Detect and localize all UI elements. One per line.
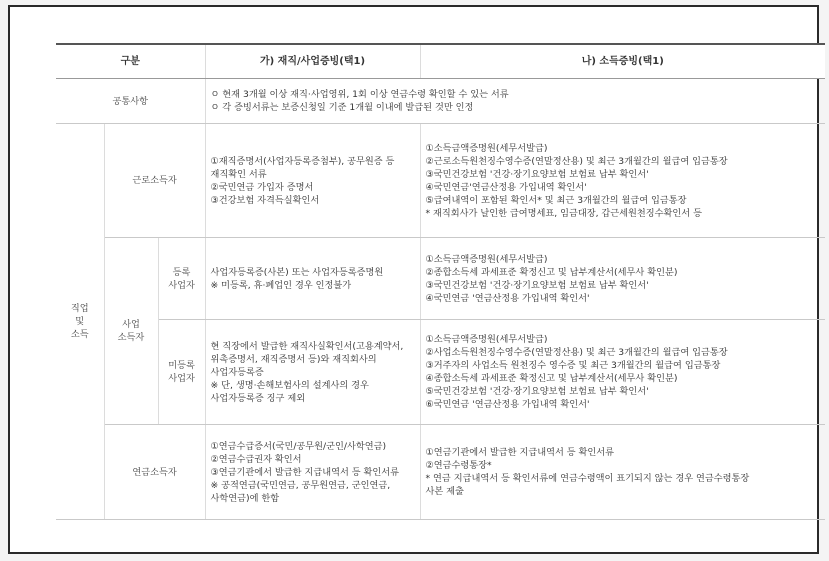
header-category: 구분 <box>56 44 205 79</box>
group-label-line: 및 <box>75 316 85 327</box>
unregistered-a-line: 위촉증명서, 재직증명서 등)와 재직회사의 <box>210 353 377 365</box>
pension-row <box>56 425 825 520</box>
worker-label: 근로소득자 <box>104 124 205 238</box>
registered-business-row <box>56 238 825 320</box>
pension-income-proof <box>420 425 825 520</box>
unregistered-a-line: 사업자등록증 <box>210 366 264 378</box>
worker-employment-proof <box>205 124 420 238</box>
registered-a-line: 사업자등록증(사본) 또는 사업자등록증명원 <box>210 266 384 278</box>
worker-b-line: ⑤급여내역이 포함된 확인서* 및 최근 3개월간의 월급여 입금통장 <box>425 194 687 206</box>
unregistered-b-line: ③거주자의 사업소득 원천징수 영수증 및 최근 3개월간의 월급여 입금통장 <box>425 360 721 371</box>
pension-a-line: ③연금기관에서 발급한 지급내역서 등 확인서류 <box>210 466 400 478</box>
pension-b-line: 사본 제출 <box>425 486 464 497</box>
registered-label-line: 사업자 <box>168 279 195 291</box>
pension-label: 연금소득자 <box>104 425 205 520</box>
document-frame <box>8 5 819 554</box>
worker-b-line: * 재직회사가 날인한 급여명세표, 임금대장, 갑근세원천징수확인서 등 <box>425 207 702 219</box>
unregistered-a-line: ※ 단, 생명·손해보험사의 설계사의 경우 <box>210 379 369 391</box>
pension-a-line: 사학연금)에 한함 <box>210 492 280 504</box>
worker-a-line: ②국민연금 가입자 증명서 <box>210 181 314 193</box>
unregistered-a-line: 사업자등록증 징구 제외 <box>210 392 306 404</box>
pension-b-line: ②연금수령통장* <box>425 460 492 471</box>
registered-income-proof <box>420 238 825 320</box>
pension-a-line: ※ 공적연금(국민연금, 공무원연금, 군인연금, <box>210 479 391 491</box>
worker-b-line: ①소득금액증명원(세무서발급) <box>425 142 548 154</box>
business-label-line: 소득자 <box>117 332 145 343</box>
unregistered-b-line: ⑤국민건강보험 '건강·장기요양보험 보험료 납부 확인서' <box>425 386 649 397</box>
pension-a-line: ②연금수급권자 확인서 <box>210 453 302 465</box>
registered-b-line: ④국민연금 '연금산정용 가입내역 확인서' <box>425 292 590 304</box>
registered-label-line: 등록 <box>172 266 191 278</box>
registered-b-line: ②종합소득세 과세표준 확정신고 및 납부계산서(세무사 확인분) <box>425 266 678 278</box>
pension-b-line: * 연금 지급내역서 등 확인서류에 연금수령액이 표기되지 않는 경우 연금수령통장 <box>425 473 750 484</box>
group-label <box>56 124 104 520</box>
unregistered-b-line: ④종합소득세 과세표준 확정신고 및 납부계산서(세무사 확인분) <box>425 373 678 384</box>
business-label <box>104 238 158 425</box>
group-label-line: 소득 <box>70 329 89 340</box>
common-line: ㅇ 현재 3개월 이상 재직·사업영위, 1회 이상 연금수령 확인할 수 있는 서류 <box>210 89 509 100</box>
group-label-line: 직업 <box>70 303 89 314</box>
worker-row <box>56 124 825 238</box>
document-requirements-table <box>56 43 825 520</box>
common-line: ㅇ 각 증빙서류는 보증신청일 기준 1개월 이내에 발급된 것만 인정 <box>210 102 474 113</box>
worker-b-line: ③국민건강보험 '건강·장기요양보험 보험료 납부 확인서' <box>425 168 649 180</box>
worker-a-line: ③건강보험 자격득실확인서 <box>210 194 320 206</box>
header-income-proof: 나) 소득증빙(택1) <box>420 44 825 79</box>
worker-income-proof <box>420 124 825 238</box>
business-label-line: 사업 <box>122 319 140 330</box>
registered-b-line: ③국민건강보험 '건강·장기요양보험 보험료 납부 확인서' <box>425 279 649 291</box>
table-header-row <box>56 44 825 79</box>
pension-employment-proof <box>205 425 420 520</box>
unregistered-b-line: ②사업소득원천징수영수증(연말정산용) 및 최근 3개월간의 월급여 입금통장 <box>425 347 728 358</box>
worker-a-line: 재직확인 서류 <box>210 168 267 180</box>
registered-a-line: ※ 미등록, 휴·폐업인 경우 인정불가 <box>210 279 352 291</box>
common-row <box>56 79 825 124</box>
pension-b-line: ①연금기관에서 발급한 지급내역서 등 확인서류 <box>425 447 615 458</box>
unregistered-business-row <box>56 320 825 425</box>
pension-a-line: ①연금수급증서(국민/공무원/군인/사학연금) <box>210 440 387 452</box>
unregistered-label <box>158 320 205 425</box>
unregistered-b-line: ①소득금액증명원(세무서발급) <box>425 334 548 345</box>
worker-b-line: ④국민연금'연금산정용 가입내역 확인서' <box>425 181 587 193</box>
unregistered-income-proof <box>420 320 825 425</box>
worker-a-line: ①재직증명서(사업자등록증첨부), 공무원증 등 <box>210 155 395 167</box>
registered-b-line: ①소득금액증명원(세무서발급) <box>425 253 548 265</box>
unregistered-employment-proof <box>205 320 420 425</box>
registered-label <box>158 238 205 320</box>
unregistered-b-line: ⑥국민연금 '연금산정용 가입내역 확인서' <box>425 399 590 410</box>
registered-employment-proof <box>205 238 420 320</box>
unregistered-label-line: 미등록 <box>168 360 195 371</box>
unregistered-a-line: 현 직장에서 발급한 재직사실확인서(고용계약서, <box>210 340 404 352</box>
common-content <box>205 79 825 124</box>
header-employment-proof: 가) 재직/사업증빙(택1) <box>205 44 420 79</box>
unregistered-label-line: 사업자 <box>168 373 195 384</box>
common-label: 공통사항 <box>56 79 205 124</box>
worker-b-line: ②근로소득원천징수영수증(연말정산용) 및 최근 3개월간의 월급여 입금통장 <box>425 155 728 167</box>
